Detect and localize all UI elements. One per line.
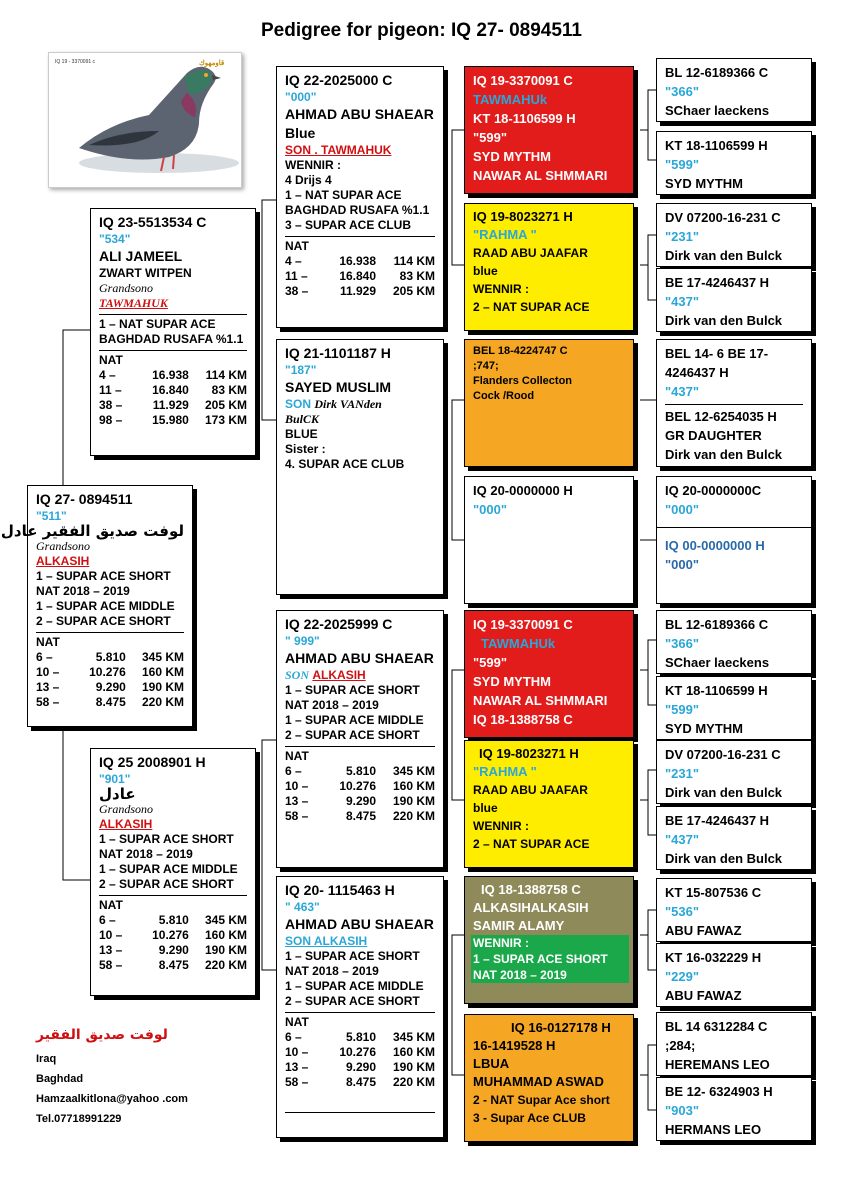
main-result-row: 58 – 8.475 220 KM (36, 695, 184, 709)
ds-win-1: 1 – SUPAR ACE SHORT (285, 683, 420, 697)
g3-1-line: TAWMAHUk (473, 92, 548, 107)
sire-sire-name: TAWMAHUK (99, 296, 168, 310)
g4-4-line: "437" (665, 294, 700, 309)
dam-win-2: NAT 2018 – 2019 (99, 847, 193, 861)
ss-win-3: 3 – SUPAR ACE CLUB (285, 218, 412, 232)
main-code: "511" (36, 509, 67, 523)
dam-name-ar: عادل (99, 785, 136, 803)
g4-card-9 (656, 740, 812, 804)
ds-result-row: 6 – 5.810 345 KM (285, 764, 435, 778)
g3-6-line: "RAHMA " (473, 764, 537, 779)
dam-result-row: 13 – 9.290 190 KM (99, 943, 247, 957)
dd-result-row: 10 – 10.276 160 KM (285, 1045, 435, 1059)
g4-12-line: ABU FAWAZ (665, 988, 742, 1003)
g3-5-line: IQ 19-3370091 C (473, 617, 573, 632)
dd-win-4: 2 – SUPAR ACE SHORT (285, 994, 420, 1008)
g4-10-line: BE 17-4246437 H (665, 813, 770, 828)
g3-2-line: RAAD ABU JAAFAR (473, 246, 588, 260)
sire-grandsono: Grandsono (99, 281, 154, 295)
main-result-row: 10 – 10.276 160 KM (36, 665, 184, 679)
main-result-row: 6 – 5.810 345 KM (36, 650, 184, 664)
sire-win-1: 1 – NAT SUPAR ACE (99, 317, 216, 331)
dd-nat: NAT (285, 1015, 309, 1029)
ss-drijs: 4 Drijs 4 (285, 173, 332, 187)
ss-wennir: WENNIR : (285, 158, 341, 172)
g3-card-4 (464, 476, 634, 604)
main-ring: IQ 27- 0894511 (36, 491, 133, 507)
g3-1-line: SYD MYTHM (473, 149, 551, 164)
g4-10-line: Dirk van den Bulck (665, 851, 783, 866)
g3-4-line: "000" (473, 502, 508, 517)
sire-result-row: 98 – 15.980 173 KM (99, 413, 247, 427)
g3-8-line: MUHAMMAD ASWAD (473, 1074, 604, 1089)
dam-ring: IQ 25 2008901 H (99, 754, 206, 770)
g3-3-line: BEL 18-4224747 C (473, 345, 568, 357)
pigeon-icon (49, 53, 241, 187)
g3-card-7 (464, 876, 634, 1004)
sire-sire-card (276, 66, 444, 328)
g4-card-12 (656, 943, 812, 1007)
g3-2-line: IQ 19-8023271 H (473, 209, 573, 224)
sd-son-prefix: SON (285, 397, 312, 411)
dd-ring: IQ 20- 1115463 H (285, 882, 395, 898)
g4-10-line: "437" (665, 832, 700, 847)
dd-name: AHMAD ABU SHAEAR (285, 916, 434, 932)
g3-3-line: Cock /Rood (473, 390, 535, 402)
g4-card-7 (656, 610, 812, 674)
g4-card-14 (656, 1077, 812, 1141)
ss-son-label: SON . TAWMAHUK (285, 143, 392, 157)
g4-9-line: "231" (665, 766, 700, 781)
sire-card (90, 208, 256, 456)
g4-14-line: BE 12- 6324903 H (665, 1084, 773, 1099)
ds-win-3: 1 – SUPAR ACE MIDDLE (285, 713, 424, 727)
sd-win: 4. SUPAR ACE CLUB (285, 457, 405, 471)
g4-14-line: "903" (665, 1103, 700, 1118)
g4-3-line: "231" (665, 229, 700, 244)
g3-8-line: IQ 16-0127178 H (511, 1020, 611, 1035)
g3-8-line: 2 - NAT Supar Ace short (473, 1093, 610, 1107)
ds-son-name: ALKASIH (312, 668, 366, 682)
sire-code: "534" (99, 232, 131, 246)
g4-1-line: SChaer laeckens (665, 103, 770, 118)
g3-5-line: NAWAR AL SHMMARI (473, 693, 608, 708)
g3-3-line: ;747; (473, 360, 499, 372)
dam-nat: NAT (99, 898, 123, 912)
g3-8-line: 16-1419528 H (473, 1038, 556, 1053)
g4-11-line: "536" (665, 904, 700, 919)
sd-name: SAYED MUSLIM (285, 379, 392, 395)
main-nat: NAT (36, 635, 60, 649)
dam-win-1: 1 – SUPAR ACE SHORT (99, 832, 234, 846)
sd-son-name-2: BulCK (285, 412, 320, 426)
sd-color: BLUE (285, 427, 318, 441)
g4-card-10 (656, 806, 812, 870)
sd-ring: IQ 21-1101187 H (285, 345, 391, 361)
g3-3-line: Flanders Collecton (473, 375, 573, 387)
sire-result-row: 4 – 16.938 114 KM (99, 368, 247, 382)
dam-result-row: 58 – 8.475 220 KM (99, 958, 247, 972)
main-grandsono: Grandsono (36, 539, 91, 553)
sire-result-row: 11 – 16.840 83 KM (99, 383, 247, 397)
sd-sister: Sister : (285, 442, 326, 456)
g4-8-line: "599" (665, 702, 700, 717)
g4-1-line: "366" (665, 84, 700, 99)
ds-code: " 999" (285, 634, 320, 648)
sire-win-2: BAGHDAD RUSAFA %1.1 (99, 332, 244, 346)
dam-dam-card (276, 876, 444, 1138)
footer-country: Iraq (36, 1053, 57, 1065)
g3-7-line: 1 – SUPAR ACE SHORT (473, 952, 608, 966)
main-win-3: 1 – SUPAR ACE MIDDLE (36, 599, 175, 613)
footer-email: Hamzaalkitlona@yahoo .com (36, 1093, 188, 1105)
sire-ring: IQ 23-5513534 C (99, 214, 207, 230)
g4-5-line: Dirk van den Bulck (665, 447, 783, 462)
dam-sire-card (276, 610, 444, 868)
dd-win-3: 1 – SUPAR ACE MIDDLE (285, 979, 424, 993)
ss-color: Blue (285, 125, 316, 141)
sire-dam-card (276, 339, 444, 595)
main-result-row: 13 – 9.290 190 KM (36, 680, 184, 694)
g3-4-line: IQ 20-0000000 H (473, 483, 573, 498)
g3-1-line: NAWAR AL SHMMARI (473, 168, 608, 183)
ss-ring: IQ 22-2025000 C (285, 72, 393, 88)
g4-3-line: Dirk van den Bulck (665, 248, 783, 263)
ss-result-row: 38 – 11.929 205 KM (285, 284, 435, 298)
ss-result-row: 11 – 16.840 83 KM (285, 269, 435, 283)
g4-5-line: GR DAUGHTER (665, 428, 762, 443)
main-pigeon-card (0, 485, 193, 727)
g4-13-line: ;284; (665, 1038, 696, 1053)
g3-7-line: SAMIR ALAMY (473, 918, 565, 933)
g4-9-line: Dirk van den Bulck (665, 785, 783, 800)
sire-result-row: 38 – 11.929 205 KM (99, 398, 247, 412)
g4-7-line: "366" (665, 636, 700, 651)
ss-code: "000" (285, 90, 317, 104)
g4-card-8 (656, 676, 812, 740)
g4-6-line: IQ 20-0000000C (665, 483, 762, 498)
g4-8-line: KT 18-1106599 H (665, 683, 768, 698)
g3-8-line: 3 - Supar Ace CLUB (473, 1111, 586, 1125)
dam-grandsono: Grandsono (99, 802, 154, 816)
ss-name: AHMAD ABU SHAEAR (285, 106, 434, 122)
g4-card-1 (656, 58, 812, 122)
g4-6-line: "000" (665, 557, 700, 572)
g4-card-3 (656, 203, 812, 267)
g4-12-line: KT 16-032229 H (665, 950, 762, 965)
g3-7-line: ALKASIHALKASIH (473, 900, 589, 915)
g3-2-line: blue (473, 264, 498, 278)
g4-9-line: DV 07200-16-231 C (665, 747, 781, 762)
dd-win-1: 1 – SUPAR ACE SHORT (285, 949, 420, 963)
g3-1-line: "599" (473, 130, 508, 145)
g3-card-3 (464, 339, 634, 467)
footer-contact (36, 1025, 188, 1129)
sire-name: ALI JAMEEL (99, 248, 183, 264)
g4-13-line: HEREMANS LEO (665, 1057, 770, 1072)
g3-5-line: IQ 18-1388758 C (473, 712, 573, 727)
ds-son-prefix: SON (285, 668, 310, 682)
g4-2-line: SYD MYTHM (665, 176, 743, 191)
g3-6-line: WENNIR : (473, 819, 529, 833)
g4-6-line: "000" (665, 502, 700, 517)
g4-14-line: HERMANS LEO (665, 1122, 762, 1137)
ss-win-2: BAGHDAD RUSAFA %1.1 (285, 203, 430, 217)
g4-5-line: 4246437 H (665, 365, 729, 380)
dam-win-3: 1 – SUPAR ACE MIDDLE (99, 862, 238, 876)
g3-2-line: "RAHMA " (473, 227, 537, 242)
g3-2-line: WENNIR : (473, 282, 529, 296)
g4-5-line: BEL 14- 6 BE 17- (665, 346, 769, 361)
dam-card (90, 748, 256, 996)
ds-result-row: 13 – 9.290 190 KM (285, 794, 435, 808)
dam-win-4: 2 – SUPAR ACE SHORT (99, 877, 234, 891)
dd-result-row: 13 – 9.290 190 KM (285, 1060, 435, 1074)
g3-7-wins (471, 935, 629, 983)
photo-brand: قاومهوك (199, 60, 225, 67)
ds-ring: IQ 22-2025999 C (285, 616, 393, 632)
dam-sire-name: ALKASIH (99, 817, 153, 831)
dd-win-2: NAT 2018 – 2019 (285, 964, 379, 978)
g3-6-line: RAAD ABU JAAFAR (473, 783, 588, 797)
dd-code: " 463" (285, 900, 320, 914)
ds-result-row: 58 – 8.475 220 KM (285, 809, 435, 823)
ds-win-2: NAT 2018 – 2019 (285, 698, 379, 712)
dd-result-row: 58 – 8.475 220 KM (285, 1075, 435, 1089)
g4-card-4 (656, 268, 812, 332)
g4-1-line: BL 12-6189366 C (665, 65, 769, 80)
dam-result-row: 10 – 10.276 160 KM (99, 928, 247, 942)
g4-card-5 (656, 339, 812, 467)
g3-5-line: SYD MYTHM (473, 674, 551, 689)
g4-4-line: BE 17-4246437 H (665, 275, 770, 290)
g3-card-1 (464, 66, 634, 194)
footer-loft-name: لوفت صديق الفقير (36, 1027, 168, 1043)
ss-result-row: 4 – 16.938 114 KM (285, 254, 435, 268)
g3-1-line: IQ 19-3370091 C (473, 73, 573, 88)
dd-son-label: SON ALKASIH (285, 934, 368, 948)
g4-4-line: Dirk van den Bulck (665, 313, 783, 328)
g3-6-line: blue (473, 801, 498, 815)
g3-5-line: "599" (473, 655, 508, 670)
g4-2-line: "599" (665, 157, 700, 172)
g4-5-line: "437" (665, 384, 700, 399)
footer-phone: Tel.07718991229 (36, 1113, 122, 1125)
dd-result-row: 6 – 5.810 345 KM (285, 1030, 435, 1044)
sire-nat: NAT (99, 353, 123, 367)
g3-5-line: TAWMAHUk (481, 636, 556, 651)
g3-7-line: NAT 2018 – 2019 (473, 968, 567, 982)
g4-7-line: SChaer laeckens (665, 655, 770, 670)
g4-7-line: BL 12-6189366 C (665, 617, 769, 632)
g4-2-line: KT 18-1106599 H (665, 138, 768, 153)
g3-card-2 (464, 203, 634, 331)
footer-city: Baghdad (36, 1073, 84, 1085)
g4-card-13 (656, 1012, 812, 1076)
ds-result-row: 10 – 10.276 160 KM (285, 779, 435, 793)
g3-6-line: 2 – NAT SUPAR ACE (473, 837, 590, 851)
g3-card-8 (464, 1014, 634, 1142)
pigeon-photo (48, 52, 242, 188)
sire-color: ZWART WITPEN (99, 266, 192, 280)
g3-card-5 (464, 610, 634, 738)
photo-label: IQ 19 - 3370091 c (55, 59, 96, 65)
g4-card-2 (656, 131, 812, 195)
main-win-2: NAT 2018 – 2019 (36, 584, 130, 598)
page-title: Pedigree for pigeon: IQ 27- 0894511 (260, 20, 582, 41)
ds-name: AHMAD ABU SHAEAR (285, 650, 434, 666)
g4-3-line: DV 07200-16-231 C (665, 210, 781, 225)
main-win-1: 1 – SUPAR ACE SHORT (36, 569, 171, 583)
g3-2-line: 2 – NAT SUPAR ACE (473, 300, 590, 314)
g4-card-6 (656, 476, 812, 604)
dam-result-row: 6 – 5.810 345 KM (99, 913, 247, 927)
g4-5-line: BEL 12-6254035 H (665, 409, 777, 424)
g4-6-line: IQ 00-0000000 H (665, 538, 765, 553)
g3-7-line: IQ 18-1388758 C (481, 882, 581, 897)
main-win-4: 2 – SUPAR ACE SHORT (36, 614, 171, 628)
g4-13-line: BL 14 6312284 C (665, 1019, 768, 1034)
g3-8-line: LBUA (473, 1056, 510, 1071)
g4-8-line: SYD MYTHM (665, 721, 743, 736)
g3-7-line: WENNIR : (473, 936, 529, 950)
ss-nat: NAT (285, 239, 309, 253)
sd-code: "187" (285, 363, 317, 377)
main-name-ar: لوفت صديق الفقير عادل (0, 522, 184, 540)
ds-win-4: 2 – SUPAR ACE SHORT (285, 728, 420, 742)
g3-6-line: IQ 19-8023271 H (479, 746, 579, 761)
sd-son-name: Dirk VANden (314, 397, 382, 411)
ds-nat: NAT (285, 749, 309, 763)
g4-11-line: ABU FAWAZ (665, 923, 742, 938)
g4-12-line: "229" (665, 969, 700, 984)
g3-1-line: KT 18-1106599 H (473, 111, 576, 126)
g4-card-11 (656, 878, 812, 942)
g3-card-6 (464, 740, 634, 868)
ss-win-1: 1 – NAT SUPAR ACE (285, 188, 402, 202)
g4-11-line: KT 15-807536 C (665, 885, 762, 900)
main-sire-name: ALKASIH (36, 554, 90, 568)
dam-code: "901" (99, 772, 131, 786)
